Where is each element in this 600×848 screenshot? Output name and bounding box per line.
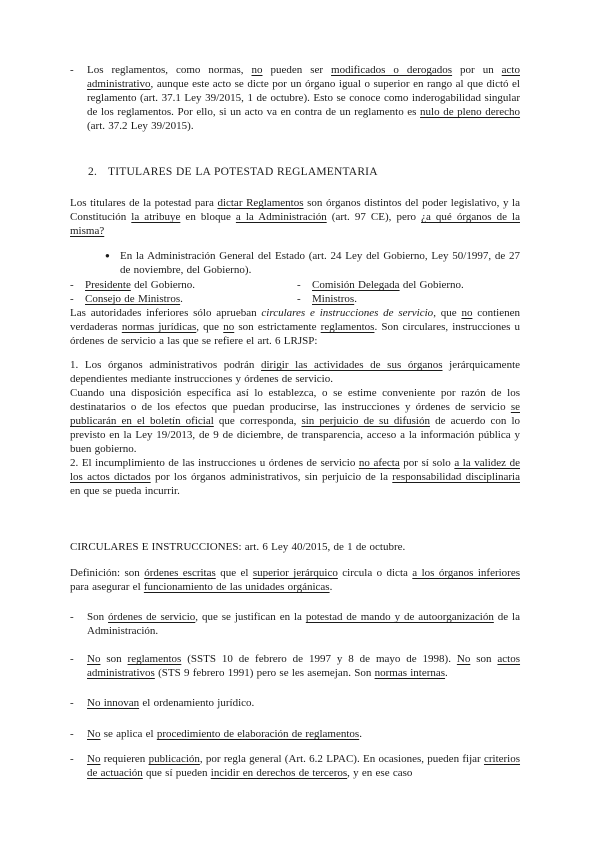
text-run: Los titulares de la potestad para xyxy=(70,197,218,209)
text-run: son xyxy=(100,653,128,665)
dash-marker: - xyxy=(70,611,74,623)
underlined-run: responsabilidad disciplinaria xyxy=(392,471,520,483)
underlined-run: sin perjuicio de su difusión xyxy=(301,415,430,427)
underlined-run: actos administrativos xyxy=(87,653,521,679)
dash-item-no-son-reglamentos xyxy=(70,652,520,680)
underlined-run: no xyxy=(223,321,235,333)
text-run: contienen verdaderas xyxy=(70,307,521,333)
line-circulares-instrucciones-title xyxy=(70,540,520,554)
text-run: del Gobierno. xyxy=(130,279,196,291)
underlined-run: No xyxy=(87,653,101,665)
underlined-run: No xyxy=(87,753,101,765)
underlined-run: órdenes escritas xyxy=(144,567,216,579)
text-run: (art. 37.2 Ley 39/2015). xyxy=(87,120,194,132)
dash-marker: - xyxy=(70,293,74,305)
underlined-run: potestad de mando y de autoorganización xyxy=(305,611,494,623)
underlined-run: Comisión Delegada xyxy=(312,279,400,291)
text-run: , y en ese caso xyxy=(347,767,413,779)
text-run: por sí solo xyxy=(399,457,455,469)
text-run: . xyxy=(354,293,357,305)
underlined-run: No xyxy=(456,653,471,665)
text-run: (STS 9 febrero 1991) pero se les asemejan. Son xyxy=(154,667,375,679)
underlined-run: acto administrativo xyxy=(87,64,520,90)
underlined-run: Consejo de Ministros xyxy=(85,293,181,305)
text-run: Son xyxy=(87,611,109,623)
heading-title: TITULARES DE LA POTESTAD REGLAMENTARIA xyxy=(108,166,378,178)
text-run: se aplica el xyxy=(100,728,157,740)
underlined-run: procedimiento de elaboración de reglamentos xyxy=(156,728,360,740)
paragraph-art6-apartado1 xyxy=(70,358,520,386)
underlined-run: normas jurídicas xyxy=(121,321,197,333)
text-run: Definición: son xyxy=(70,567,145,579)
underlined-run: normas internas xyxy=(374,667,446,679)
list-item xyxy=(70,278,297,292)
text-run: de la Administración. xyxy=(87,611,520,637)
underlined-run: a la Administración xyxy=(235,211,327,223)
text-run: son xyxy=(470,653,498,665)
paragraph-art6-publicacion xyxy=(70,386,520,456)
underlined-run: no xyxy=(461,307,473,319)
underlined-run: la atribuye xyxy=(131,211,181,223)
underlined-run: No innovan xyxy=(87,697,140,709)
text-run: , que se justifican en la xyxy=(195,611,306,623)
dash-marker: - xyxy=(70,728,74,740)
text-run: . xyxy=(180,293,183,305)
text-run: del Gobierno. xyxy=(399,279,464,291)
text-run: que el xyxy=(215,567,253,579)
text-run: que corresponda, xyxy=(213,415,302,427)
dash-item-inderogabilidad xyxy=(70,63,520,133)
text-run: jerárquicamente dependientes mediante instrucciones y órdenes de servicio. xyxy=(70,359,521,385)
text-run: circula o dicta xyxy=(337,567,413,579)
list-item xyxy=(70,292,297,306)
section-heading-titulares xyxy=(70,165,520,179)
underlined-run: ¿a qué órganos de la misma? xyxy=(70,211,520,237)
text-run: para asegurar el xyxy=(70,581,144,593)
underlined-run: criterios de actuación xyxy=(87,753,521,779)
dash-item-ordenes-de-servicio xyxy=(70,610,520,638)
text-run: requieren xyxy=(100,753,149,765)
bullet-marker: ● xyxy=(105,251,110,260)
dash-marker: - xyxy=(70,279,74,291)
text-run: son estrictamente xyxy=(234,321,321,333)
text-run: . xyxy=(359,728,362,740)
text-run: CIRCULARES E INSTRUCCIONES: art. 6 Ley 40/2015, de 1 de octubre. xyxy=(70,541,406,553)
paragraph-autoridades-inferiores xyxy=(70,306,520,348)
underlined-run: nulo de pleno derecho xyxy=(420,106,521,118)
underlined-run: Ministros xyxy=(312,293,355,305)
underlined-run: superior jerárquico xyxy=(252,567,338,579)
text-run: pueden ser xyxy=(262,64,332,76)
paragraph-titulares-intro xyxy=(70,196,520,238)
text-run: . xyxy=(445,667,448,679)
paragraph-art6-apartado2 xyxy=(70,456,520,498)
text-run: 2. El incumplimiento de las instrucciones u órdenes de servicio xyxy=(70,457,359,469)
underlined-run: dictar Reglamentos xyxy=(217,197,304,209)
dash-item-no-innovan xyxy=(70,696,520,710)
list-item xyxy=(297,292,520,306)
underlined-run: funcionamiento de las unidades orgánicas xyxy=(143,581,330,593)
text-run: el ordenamiento jurídico. xyxy=(139,697,255,709)
dash-marker: - xyxy=(70,64,74,76)
underlined-run: a los órganos inferiores xyxy=(412,567,520,579)
text-run: en que se pueda incurrir. xyxy=(70,485,180,497)
text-run: por los órganos administrativos, sin perjuicio de la xyxy=(150,471,393,483)
document-content xyxy=(70,63,520,780)
text-run: , aunque este acto se dicte por un órgano igual o superior en rango al que dictó el reglamento (art. 37.1 Ley 39/2015, 1 de octubre). Esto se conoce como inderogabilidad singular de los reglamentos. Por ello, si un acto va en contra de un reglamento es xyxy=(87,78,520,118)
text-run: de acuerdo con lo previsto en la Ley 19/2013, de 9 de diciembre, de transparencia, acceso a la información pública y buen gobierno. xyxy=(70,415,521,455)
underlined-run: incidir en derechos de terceros xyxy=(210,767,348,779)
italic-run: circulares e instrucciones de servicio xyxy=(261,307,434,319)
text-run: , por regla general (Art. 6.2 LPAC). En ocasiones, pueden fijar xyxy=(199,753,484,765)
text-run: por un xyxy=(452,64,502,76)
underlined-run: publicación xyxy=(148,753,200,765)
underlined-run: a la validez de los actos dictados xyxy=(70,457,521,483)
underlined-run: Presidente xyxy=(85,279,131,291)
text-run: , que xyxy=(196,321,224,333)
text-run: 1. Los órganos administrativos podrán xyxy=(70,359,261,371)
text-run: son órganos distintos del poder legislativo, y la Constitución xyxy=(70,197,520,223)
underlined-run: no xyxy=(251,64,263,76)
text-run: que sí pueden xyxy=(142,767,211,779)
dash-item-no-procedimiento xyxy=(70,727,520,741)
text-run: Las autoridades inferiores sólo aprueban xyxy=(70,307,262,319)
text-run: en bloque xyxy=(180,211,236,223)
paragraph-definicion xyxy=(70,566,520,594)
two-column-organos-list xyxy=(70,278,520,306)
bullet-item-age xyxy=(70,249,520,277)
text-run: . Son circulares, instrucciones u órdenes de servicio a las que se refiere el art. 6 LRJSP: xyxy=(70,321,521,347)
text-run: (SSTS 10 de febrero de 1997 y 8 de mayo de 1998). xyxy=(181,653,457,665)
dash-marker: - xyxy=(70,653,74,665)
heading-number: 2. xyxy=(88,166,98,178)
text-run: , que xyxy=(433,307,462,319)
underlined-run: modificados o derogados xyxy=(331,64,453,76)
underlined-run: reglamentos xyxy=(320,321,375,333)
dash-marker: - xyxy=(70,753,74,765)
underlined-run: reglamentos xyxy=(127,653,182,665)
text-run: . xyxy=(329,581,333,593)
text-run: Cuando una disposición específica así lo establezca, o se estime conveniente por razón de los destinatarios o de los efectos que puedan producirse, las instrucciones y órdenes de servicio xyxy=(70,387,520,413)
dash-marker: - xyxy=(297,293,301,305)
text-run: (art. 97 CE), pero xyxy=(326,211,422,223)
text-run: En la Administración General del Estado (art. 24 Ley del Gobierno, Ley 50/1997, de 27 de noviembre, del Gobierno). xyxy=(120,250,520,276)
underlined-run: se publicarán en el boletín oficial xyxy=(70,401,520,427)
dash-marker: - xyxy=(297,279,301,291)
underlined-run: órdenes de servicio xyxy=(108,611,196,623)
list-item xyxy=(297,278,520,292)
dash-item-no-publicacion xyxy=(70,752,520,780)
text-run: Los reglamentos, como normas, xyxy=(87,64,252,76)
underlined-run: No xyxy=(87,728,101,740)
underlined-run: dirigir las actividades de sus órganos xyxy=(261,359,443,371)
underlined-run: no afecta xyxy=(358,457,400,469)
dash-marker: - xyxy=(70,697,74,709)
